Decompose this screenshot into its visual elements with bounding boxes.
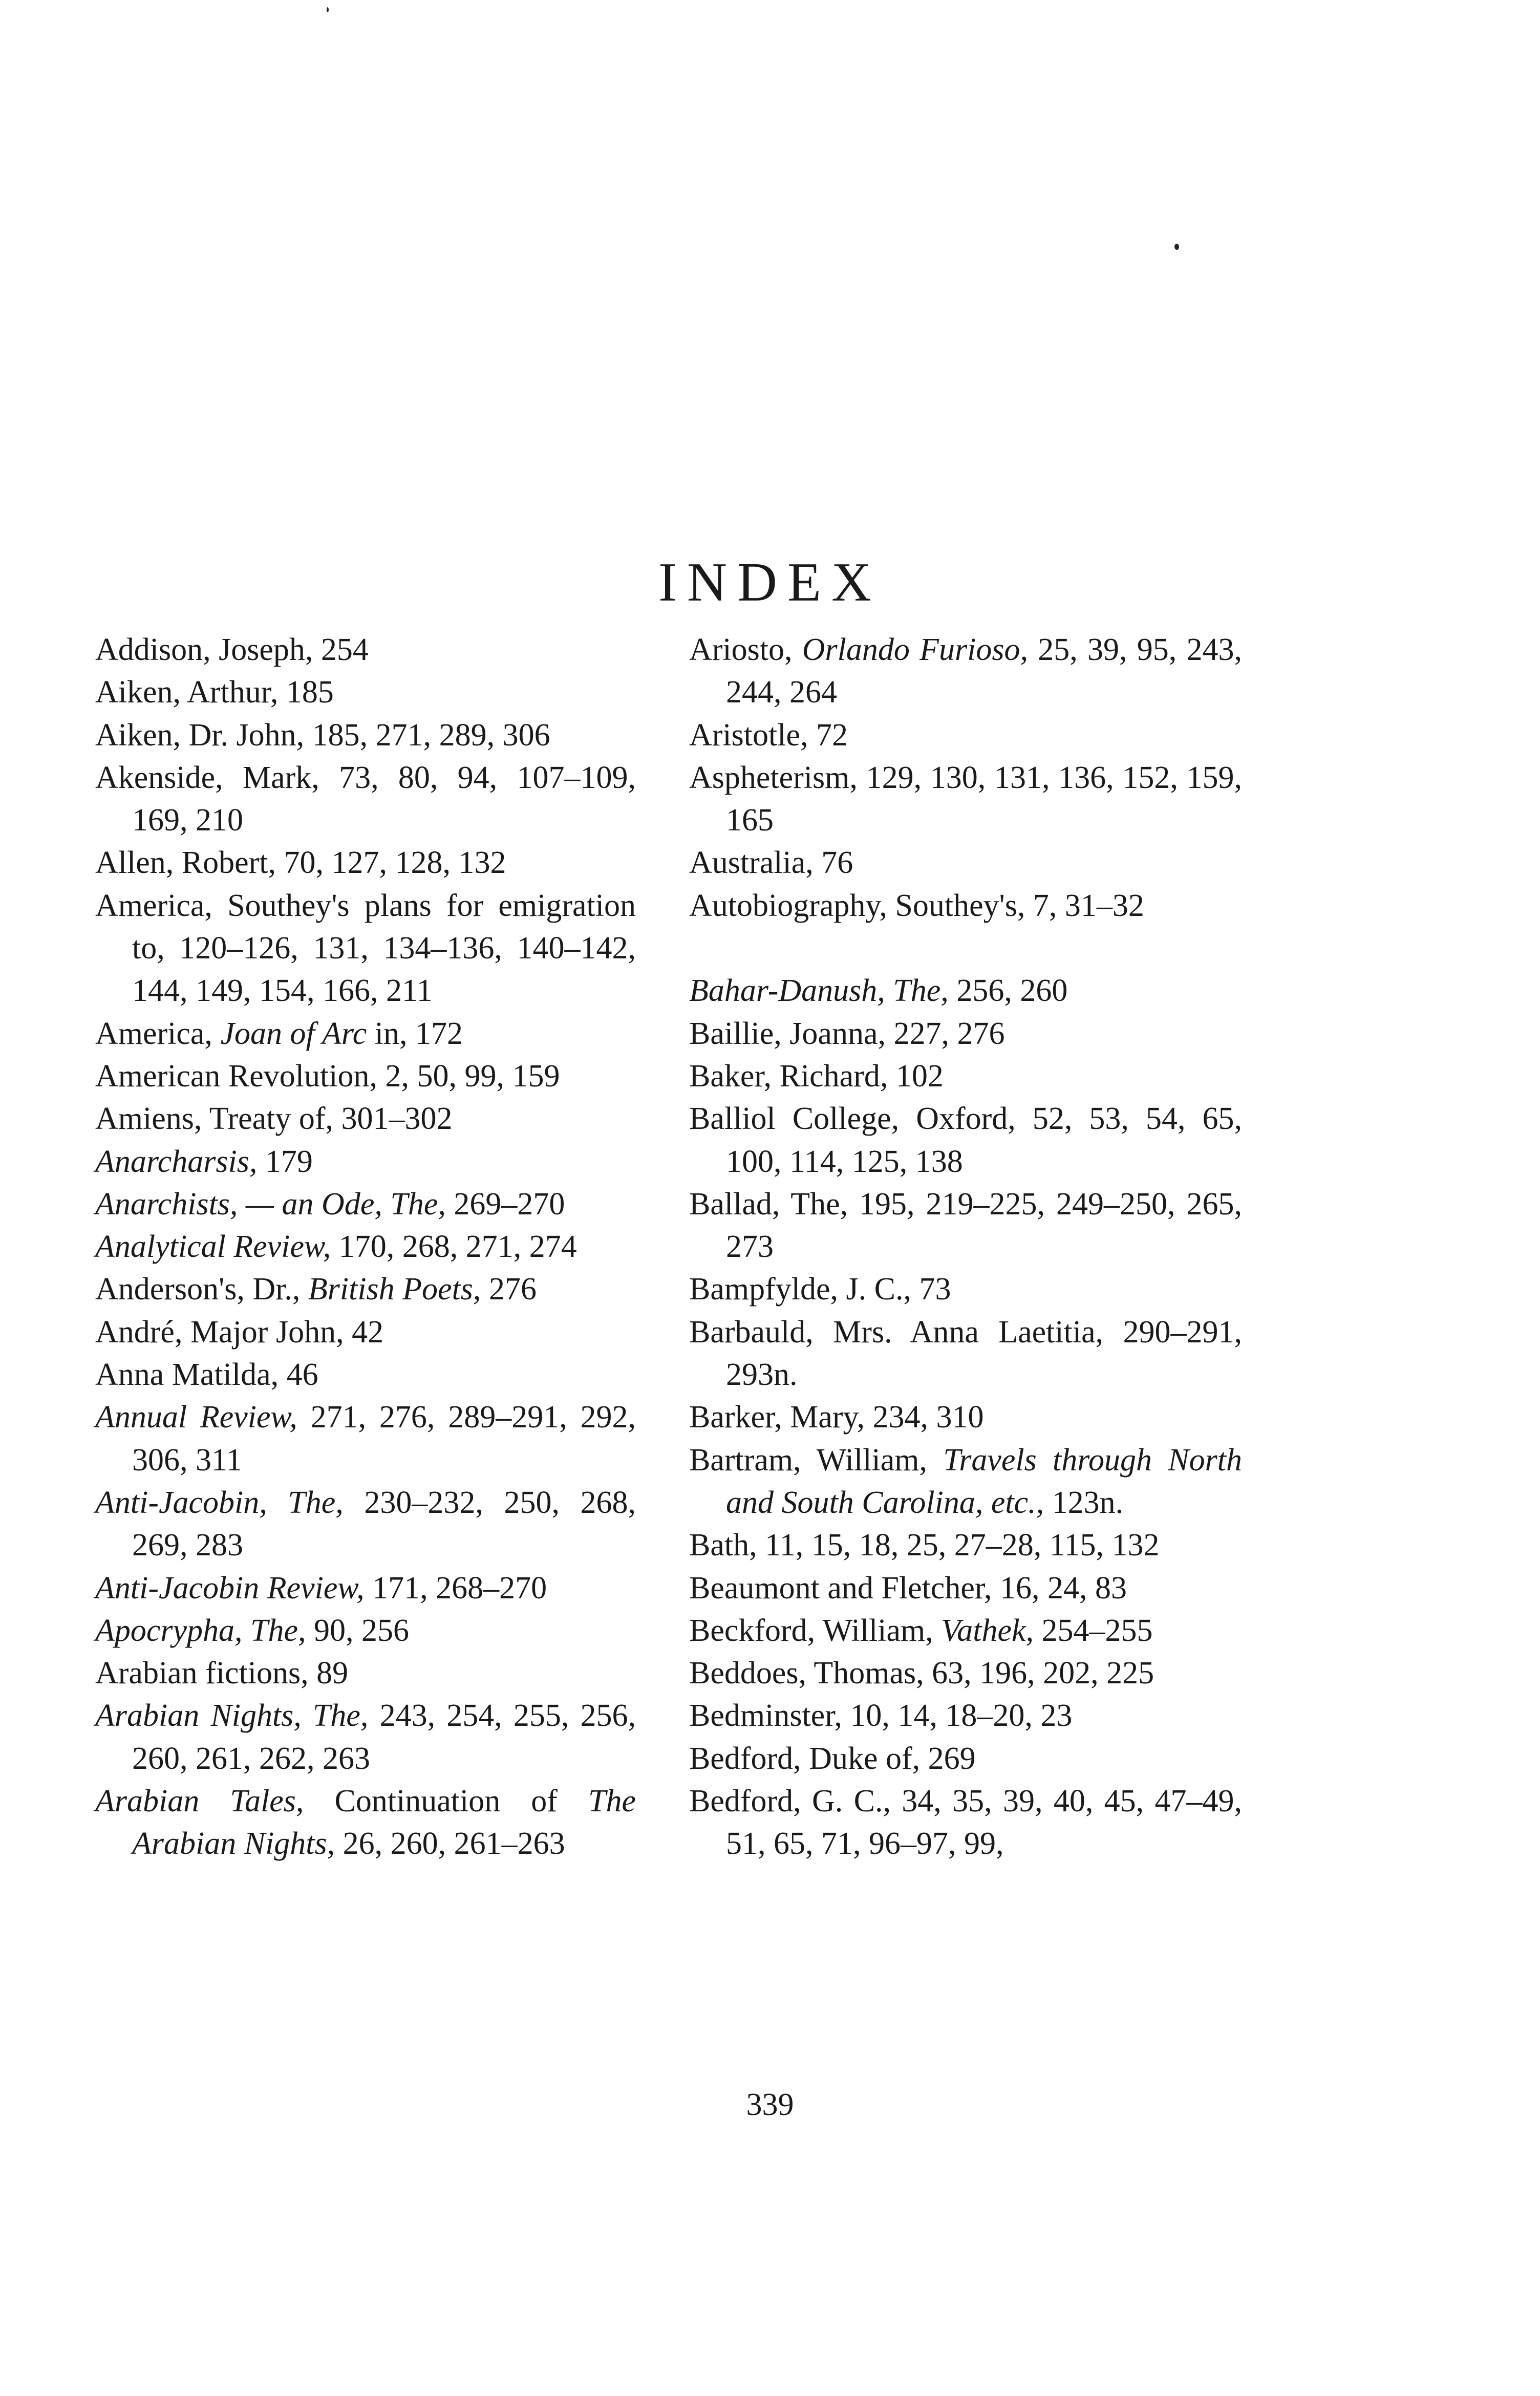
index-entry-text: 179 — [257, 1144, 313, 1179]
index-entry-text: Anna Matilda, 46 — [95, 1357, 318, 1393]
index-entry-text: Ariosto, — [689, 632, 802, 667]
index-entry — [689, 1524, 1242, 1567]
index-entry-text: Allen, Robert, 70, 127, 128, 132 — [95, 845, 506, 881]
index-entry-text: America, Southey's plans for emigration to, 120–126, 131, 134–136, 140–142, 144, 149, 154, 166, 211 — [95, 888, 636, 1009]
index-entry-text: 254–255 — [1034, 1613, 1153, 1648]
index-entry-text: Aristotle, 72 — [689, 717, 848, 753]
index-entry-text: America, — [95, 1016, 221, 1051]
index-entry — [95, 1055, 636, 1098]
index-entry — [689, 1055, 1242, 1098]
index-entry — [95, 629, 636, 671]
index-entry — [689, 629, 1242, 714]
index-entry-text: 171, 268–270 — [364, 1570, 547, 1606]
index-entry-text: 256, 260 — [948, 973, 1068, 1009]
index-entry — [95, 885, 636, 1013]
index-entry — [95, 1141, 636, 1183]
index-entry — [689, 1098, 1242, 1183]
index-entry-title: Analytical Review, — [95, 1229, 331, 1265]
index-entry — [689, 1695, 1242, 1737]
index-entry-text: Balliol College, Oxford, 52, 53, 54, 65, 100, 114, 125, 138 — [689, 1101, 1242, 1179]
index-entry — [95, 1183, 636, 1226]
index-entry-text: 170, 268, 271, 274 — [331, 1229, 577, 1265]
page-number: 339 — [746, 2087, 794, 2122]
index-entry — [95, 1311, 636, 1354]
index-entry — [95, 1482, 636, 1567]
index-entry-title: British Poets, — [308, 1272, 481, 1307]
index-entry-text: Baker, Richard, 102 — [689, 1058, 944, 1094]
index-entry — [689, 1780, 1242, 1866]
index-entry-text: in, 172 — [367, 1016, 463, 1051]
index-entry-title: Bahar-Danush, The, — [689, 973, 949, 1009]
index-entry-text: 123n. — [1044, 1485, 1124, 1520]
index-entry-text: André, Major John, 42 — [95, 1314, 384, 1350]
index-entry — [95, 1780, 636, 1866]
ink-speck — [1174, 244, 1179, 250]
index-entry-text: Akenside, Mark, 73, 80, 94, 107–109, 169, 210 — [95, 760, 636, 838]
index-entry — [95, 842, 636, 884]
index-entry-text: 25, 39, 95, 243, 244, 264 — [726, 632, 1243, 710]
index-entry-text: Beddoes, Thomas, 63, 196, 202, 225 — [689, 1656, 1154, 1691]
page-title: INDEX — [658, 552, 882, 613]
index-entry-text: Barbauld, Mrs. Anna Laetitia, 290–291, 293n. — [689, 1314, 1242, 1393]
index-entry-text: 26, 260, 261–263 — [335, 1826, 565, 1862]
index-entry-text: 230–232, 250, 268, 269, 283 — [132, 1485, 636, 1563]
index-entry — [689, 970, 1242, 1012]
index-entry-text: Bedford, Duke of, 269 — [689, 1741, 976, 1776]
index-column-left — [95, 629, 636, 1866]
index-entry-title: The Arabian Nights, — [132, 1784, 636, 1862]
index-entry-title: Anti-Jacobin Review, — [95, 1570, 365, 1606]
index-column-right — [689, 629, 1242, 1866]
index-entry-text: Australia, 76 — [689, 845, 853, 881]
index-entry-text: 269–270 — [445, 1186, 565, 1222]
index-entry-title: Apocrypha, The, — [95, 1613, 306, 1648]
index-entry-title: Orlando Furioso, — [802, 632, 1028, 667]
index-entry — [95, 1396, 636, 1482]
index-entry-title: Arabian Tales, — [95, 1784, 304, 1819]
index-entry — [95, 1695, 636, 1780]
index-entry — [689, 1610, 1242, 1652]
ink-speck — [327, 7, 329, 12]
index-entry — [689, 1738, 1242, 1780]
index-entry — [95, 671, 636, 714]
index-entry-text: Autobiography, Southey's, 7, 31–32 — [689, 888, 1144, 923]
index-entry — [95, 1013, 636, 1055]
index-entry-text: Bampfylde, J. C., 73 — [689, 1272, 951, 1307]
index-entry — [95, 1268, 636, 1311]
index-entry — [95, 757, 636, 842]
index-entry-text: Aiken, Arthur, 185 — [95, 675, 334, 710]
index-entry-title: Vathek, — [941, 1613, 1034, 1648]
index-entry — [689, 1311, 1242, 1397]
index-entry — [95, 1610, 636, 1652]
index-entry-text: Bedminster, 10, 14, 18–20, 23 — [689, 1698, 1073, 1734]
index-entry — [689, 1013, 1242, 1055]
index-entry-text: 271, 276, 289–291, 292, 306, 311 — [132, 1400, 636, 1478]
index-entry-title: Travels through North and South Carolina, etc., — [726, 1442, 1243, 1520]
index-entry-text: Bartram, William, — [689, 1442, 944, 1478]
index-entry-title: Anti-Jacobin, The, — [95, 1485, 344, 1520]
index-entry — [689, 1396, 1242, 1439]
index-entry — [689, 1567, 1242, 1610]
index-entry — [689, 757, 1242, 842]
index-entry — [95, 1098, 636, 1140]
index-entry — [689, 1268, 1242, 1311]
index-entry — [689, 1652, 1242, 1695]
index-entry — [689, 1183, 1242, 1269]
index-entry-text: Bath, 11, 15, 18, 25, 27–28, 115, 132 — [689, 1528, 1160, 1563]
index-entry — [689, 1439, 1242, 1525]
index-entry — [95, 1652, 636, 1695]
index-entry-text: 276 — [481, 1272, 537, 1307]
index-entry-text: Barker, Mary, 234, 310 — [689, 1400, 984, 1435]
index-entry-title: Anarchists, — an Ode, The, — [95, 1186, 446, 1222]
index-entry — [95, 714, 636, 757]
index-entry-text: Baillie, Joanna, 227, 276 — [689, 1016, 1005, 1051]
index-entry-text: Addison, Joseph, 254 — [95, 632, 369, 667]
index-entry — [689, 885, 1242, 927]
index-entry — [95, 1567, 636, 1610]
index-entry-text: Bedford, G. C., 34, 35, 39, 40, 45, 47–49, 51, 65, 71, 96–97, 99, — [689, 1784, 1242, 1862]
index-entry-text: Beaumont and Fletcher, 16, 24, 83 — [689, 1570, 1127, 1606]
index-entry-title: Arabian Nights, The, — [95, 1698, 369, 1734]
index-entry-text: Aspheterism, 129, 130, 131, 136, 152, 159, 165 — [689, 760, 1242, 838]
index-entry — [95, 1354, 636, 1396]
index-entry-text: American Revolution, 2, 50, 99, 159 — [95, 1058, 560, 1094]
index-entry — [95, 1226, 636, 1268]
index-entry — [689, 714, 1242, 757]
index-entry — [689, 842, 1242, 884]
index-entry-title: Joan of Arc — [220, 1016, 367, 1051]
index-entry-text: Amiens, Treaty of, 301–302 — [95, 1101, 453, 1137]
index-entry-text: Arabian fictions, 89 — [95, 1656, 349, 1691]
index-entry-text: Beckford, William, — [689, 1613, 942, 1648]
index-entry-text: Aiken, Dr. John, 185, 271, 289, 306 — [95, 717, 550, 753]
index-entry-title: Annual Review, — [95, 1400, 297, 1435]
index-entry-text: Anderson's, Dr., — [95, 1272, 308, 1307]
index-entry-title: Anarcharsis, — [95, 1144, 258, 1179]
index-entry-text: 243, 254, 255, 256, 260, 261, 262, 263 — [132, 1698, 636, 1776]
index-entry-text: 90, 256 — [306, 1613, 410, 1648]
index-entry-text: Continuation of — [304, 1784, 588, 1819]
index-entry-text: Ballad, The, 195, 219–225, 249–250, 265, 273 — [689, 1186, 1242, 1265]
